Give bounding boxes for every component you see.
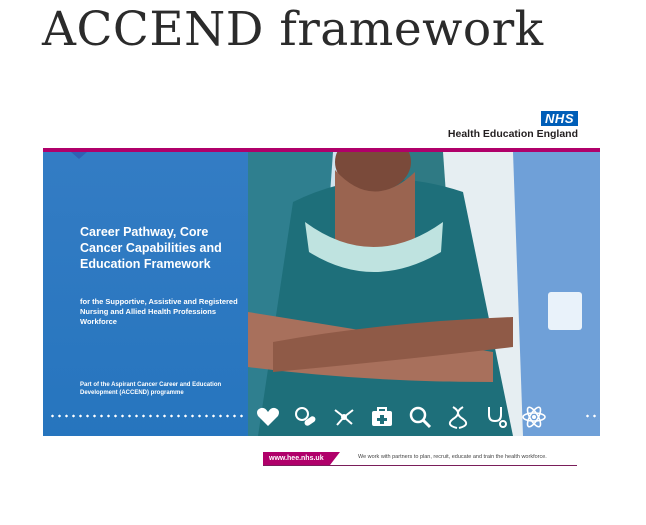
molecule-icon <box>331 405 357 429</box>
dotted-line <box>49 414 245 418</box>
page-title: ACCEND framework <box>42 2 544 57</box>
organisation-name: Health Education England <box>447 128 578 140</box>
dotted-line-end <box>584 414 598 418</box>
first-aid-kit-icon <box>369 405 395 429</box>
nhs-logo: NHS <box>541 111 578 126</box>
atom-icon <box>521 405 547 429</box>
cover-subheading: for the Supportive, Assistive and Registered Nursing and Allied Health Professions Workforce <box>80 297 238 326</box>
footer-tagline: We work with partners to plan, recruit, educate and train the health workforce. <box>358 454 547 460</box>
icon-row <box>255 405 547 429</box>
framework-cover-image[interactable] <box>43 148 600 436</box>
footer-divider <box>263 465 577 466</box>
dna-icon <box>445 405 471 429</box>
cover-heading: Career Pathway, Core Cancer Capabilities and Education Framework <box>80 225 222 271</box>
pills-icon <box>293 405 319 429</box>
website-link[interactable]: www.hee.nhs.uk <box>263 452 330 465</box>
stethoscope-icon <box>483 405 509 429</box>
nhs-branding <box>448 108 578 140</box>
cover-programme-note: Part of the Aspirant Cancer Career and Education Development (ACCEND) programme <box>80 382 222 396</box>
magnifier-icon <box>407 405 433 429</box>
heart-icon <box>255 405 281 429</box>
